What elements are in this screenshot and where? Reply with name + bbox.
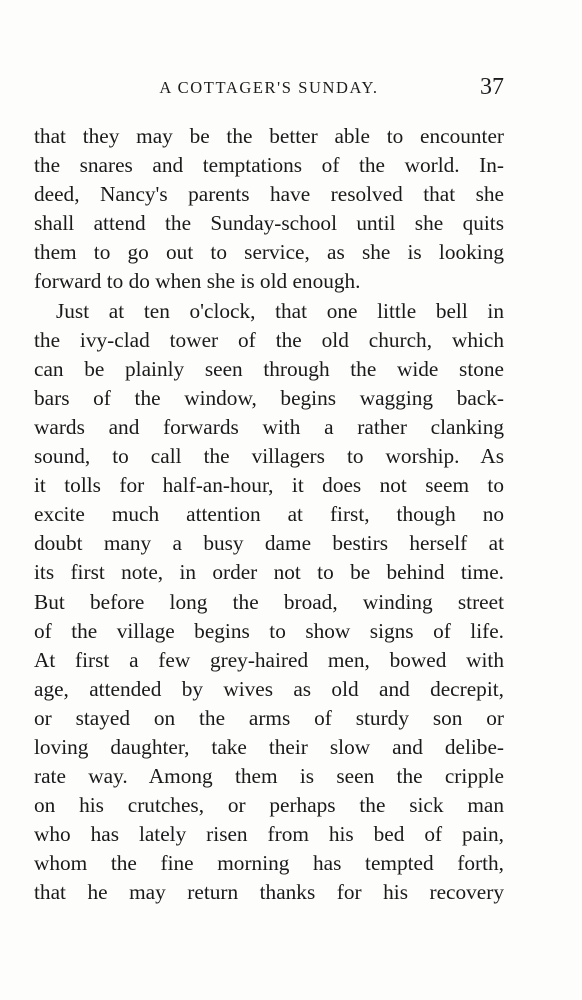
text-line: doubt many a busy dame bestirs herself at — [34, 531, 504, 556]
text-line: But before long the broad, winding street — [34, 589, 504, 614]
running-head — [34, 74, 504, 104]
text-line: At first a few grey-haired men, bowed with — [34, 647, 504, 672]
text-line: the ivy-clad tower of the old church, which — [34, 327, 504, 352]
text-line: whom the fine morning has tempted forth, — [34, 851, 504, 876]
text-line: that he may return thanks for his recovery — [34, 880, 504, 905]
text-line: Just at ten o'clock, that one little bell in — [56, 298, 504, 323]
text-line: who has lately risen from his bed of pain, — [34, 822, 504, 847]
text-line: forward to do when she is old enough. — [34, 269, 361, 294]
text-line: of the village begins to show signs of life. — [34, 618, 504, 643]
text-line: rate way. Among them is seen the cripple — [34, 764, 504, 789]
text-line: age, attended by wives as old and decrepit, — [34, 676, 504, 701]
text-line: its first note, in order not to be behind time. — [34, 560, 504, 585]
text-line: that they may be the better able to encounter — [34, 124, 504, 148]
text-line: wards and forwards with a rather clanking — [34, 414, 504, 439]
text-line: the snares and temptations of the world. In- — [34, 153, 504, 178]
text-line: on his crutches, or perhaps the sick man — [34, 793, 504, 818]
body-text — [34, 122, 504, 908]
text-line: it tolls for half-an-hour, it does not seem to — [34, 473, 504, 498]
page-number: 37 — [480, 74, 504, 100]
text-line: bars of the window, begins wagging back- — [34, 385, 504, 410]
text-line: or stayed on the arms of sturdy son or — [34, 705, 504, 730]
text-line: them to go out to service, as she is looking — [34, 240, 504, 265]
text-line: can be plainly seen through the wide stone — [34, 356, 504, 381]
text-line: excite much attention at first, though no — [34, 502, 504, 527]
text-line: sound, to call the villagers to worship. As — [34, 444, 504, 469]
text-line: shall attend the Sunday-school until she quits — [34, 211, 504, 236]
text-line: loving daughter, take their slow and delibe- — [34, 734, 504, 759]
running-title: A COTTAGER'S SUNDAY. — [159, 78, 379, 97]
text-line: deed, Nancy's parents have resolved that she — [34, 182, 504, 207]
